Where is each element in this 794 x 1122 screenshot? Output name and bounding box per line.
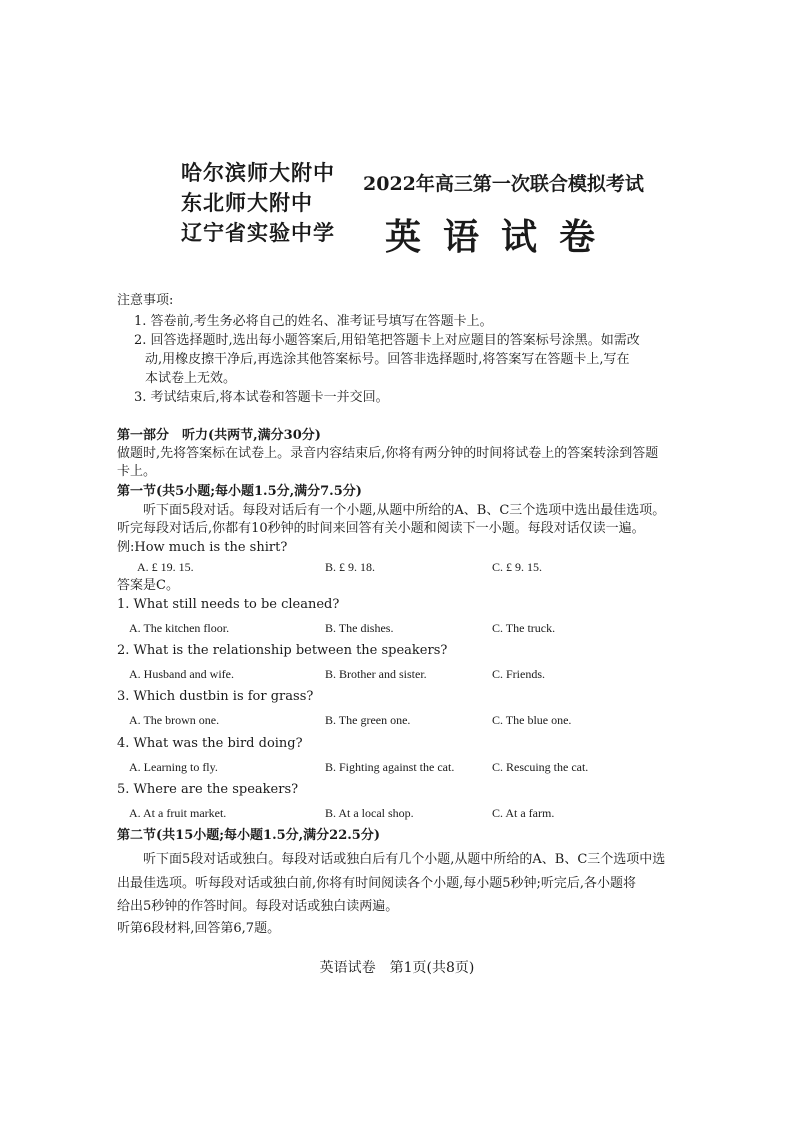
question-4-option-b: B. Fighting against the cat. bbox=[325, 760, 455, 774]
question-4-option-a: A. Learning to fly. bbox=[129, 760, 218, 774]
part1-intro-line-2: 卡上。 bbox=[117, 464, 157, 479]
section1-instruction-line-1: 听下面5段对话。每段对话后有一个小题,从题中所给的A、B、C三个选项中选出最佳选项。 bbox=[143, 503, 666, 518]
notice-item-2-line-3: 本试卷上无效。 bbox=[145, 371, 237, 386]
notice-item-2-line-1: 2. 回答选择题时,选出每小题答案后,用铅笔把答题卡上对应题目的答案标号涂黑。如需改 bbox=[134, 333, 640, 348]
example-question: 例:How much is the shirt? bbox=[117, 540, 288, 555]
question-2: 2. What is the relationship between the speakers? bbox=[117, 643, 448, 658]
section2-material-note: 听第6段材料,回答第6,7题。 bbox=[117, 921, 281, 936]
example-option-b: B. £ 9. 18. bbox=[325, 560, 376, 574]
question-1-option-a: A. The kitchen floor. bbox=[129, 621, 230, 635]
question-2-option-b: B. Brother and sister. bbox=[325, 667, 427, 681]
question-5-option-a: A. At a fruit market. bbox=[129, 806, 227, 820]
notice-item-3: 3. 考试结束后,将本试卷和答题卡一并交回。 bbox=[134, 390, 389, 405]
question-2-option-c: C. Friends. bbox=[492, 667, 546, 681]
section2-instruction-line-1: 听下面5段对话或独白。每段对话或独白后有几个小题,从题中所给的A、B、C三个选项中选 bbox=[143, 852, 666, 867]
section2-instruction-line-3: 给出5秒钟的作答时间。每段对话或独白读两遍。 bbox=[117, 899, 399, 914]
question-3: 3. Which dustbin is for grass? bbox=[117, 689, 314, 704]
question-1-option-b: B. The dishes. bbox=[325, 621, 394, 635]
question-4-option-c: C. Rescuing the cat. bbox=[492, 760, 589, 774]
notice-item-2-line-2: 动,用橡皮擦干净后,再选涂其他答案标号。回答非选择题时,将答案写在答题卡上,写在 bbox=[145, 352, 630, 367]
example-option-a: A. £ 19. 15. bbox=[137, 560, 194, 574]
school-names bbox=[181, 158, 335, 248]
exam-title: 2022年高三第一次联合模拟考试 bbox=[363, 173, 644, 195]
section2-heading: 第二节(共15小题;每小题1.5分,满分22.5分) bbox=[117, 828, 380, 843]
question-5: 5. Where are the speakers? bbox=[117, 782, 299, 797]
school-name-2: 东北师大附中 bbox=[181, 190, 313, 215]
school-name-1: 哈尔滨师大附中 bbox=[181, 160, 335, 185]
example-option-c: C. £ 9. 15. bbox=[492, 560, 543, 574]
question-4: 4. What was the bird doing? bbox=[117, 736, 303, 751]
subject-title: 英语试卷 bbox=[385, 216, 618, 258]
school-name-3: 辽宁省实验中学 bbox=[181, 220, 335, 245]
notice-heading: 注意事项: bbox=[117, 293, 174, 308]
page-footer: 英语试卷 第1页(共8页) bbox=[319, 960, 475, 976]
part1-heading: 第一部分 听力(共两节,满分30分) bbox=[117, 428, 321, 443]
section1-instruction-line-2: 听完每段对话后,你都有10秒钟的时间来回答有关小题和阅读下一小题。每段对话仅读一遍。 bbox=[117, 521, 645, 536]
section1-heading: 第一节(共5小题;每小题1.5分,满分7.5分) bbox=[117, 484, 362, 499]
question-3-option-a: A. The brown one. bbox=[129, 713, 220, 727]
part1-intro-line-1: 做题时,先将答案标在试卷上。录音内容结束后,你将有两分钟的时间将试卷上的答案转涂到答题 bbox=[117, 446, 659, 461]
notice-item-1: 1. 答卷前,考生务必将自己的姓名、准考证号填写在答题卡上。 bbox=[134, 314, 493, 329]
section2-instruction-line-2: 出最佳选项。听每段对话或独白前,你将有时间阅读各个小题,每小题5秒钟;听完后,各小题将 bbox=[117, 876, 637, 891]
question-5-option-b: B. At a local shop. bbox=[325, 806, 414, 820]
question-1-option-c: C. The truck. bbox=[492, 621, 556, 635]
question-5-option-c: C. At a farm. bbox=[492, 806, 555, 820]
question-3-option-c: C. The blue one. bbox=[492, 713, 572, 727]
question-3-option-b: B. The green one. bbox=[325, 713, 411, 727]
question-2-option-a: A. Husband and wife. bbox=[129, 667, 234, 681]
question-1: 1. What still needs to be cleaned? bbox=[117, 597, 340, 612]
example-answer: 答案是C。 bbox=[117, 578, 179, 593]
